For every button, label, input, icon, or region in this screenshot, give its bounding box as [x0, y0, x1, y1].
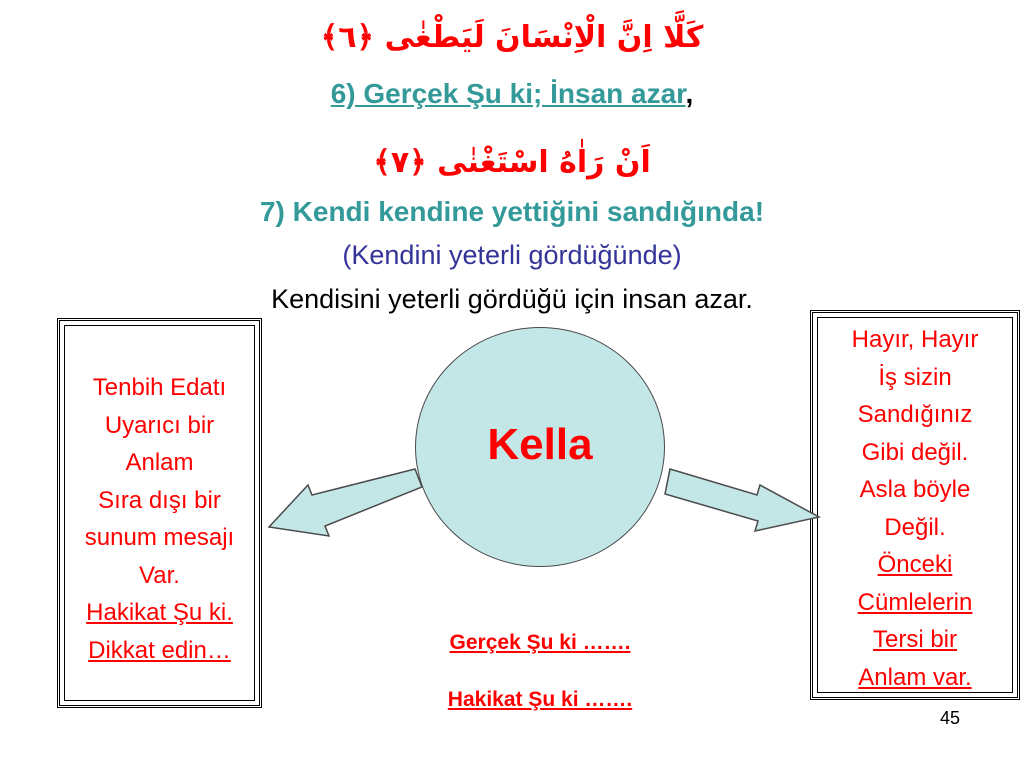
- right-box-line: Asla böyle: [859, 476, 971, 503]
- right-box-line: Önceki: [877, 551, 953, 578]
- explanation-text: Kendisini yeterli gördüğü için insan azar.: [271, 284, 753, 314]
- center-word: Kella: [487, 420, 593, 469]
- left-box-line: Dikkat edin…: [88, 636, 231, 664]
- left-box-line: Uyarıcı bir: [104, 411, 215, 439]
- left-box-line: Sıra dışı bir: [98, 486, 221, 514]
- right-box-line: Hayır, Hayır: [851, 326, 979, 353]
- right-box-line: Değil.: [884, 513, 946, 541]
- arrow-left-down-icon: [269, 469, 422, 536]
- arrow-right-down-icon: [665, 469, 819, 531]
- left-box-line: Tenbih Edatı: [92, 374, 227, 401]
- right-box-line: Gibi değil.: [861, 438, 969, 466]
- verse-6-text: 6) Gerçek Şu ki; İnsan azar: [330, 78, 686, 109]
- left-box-line: Anlam: [125, 449, 194, 476]
- arabic-verse-6: كَلَّا اِنَّ الْاِنْسَانَ لَيَطْغٰى ﴿٦﴾: [320, 20, 704, 55]
- left-box-line: Var.: [139, 561, 180, 589]
- page-number: 45: [939, 708, 961, 728]
- left-box-line: Hakikat Şu ki.: [86, 599, 233, 626]
- footer-line-2: Hakikat Şu ki …….: [447, 688, 633, 711]
- verse-6-punct: ,: [685, 78, 694, 109]
- arabic-verse-7: اَنْ رَاٰهُ اسْتَغْنٰى ﴿٧﴾: [373, 145, 651, 180]
- verse-7-translation: 7) Kendi kendine yettiğini sandığında!: [259, 196, 765, 227]
- right-box-line: Anlam var.: [858, 663, 972, 691]
- right-box-line: İş sizin: [878, 363, 952, 391]
- right-box-line: Tersi bir: [872, 626, 957, 653]
- verse-7-paraphrase: (Kendini yeterli gördüğünde): [342, 240, 682, 270]
- right-box-line: Cümlelerin: [857, 588, 973, 616]
- footer-line-1: Gerçek Şu ki …….: [449, 631, 631, 654]
- left-box-line: sunum mesajı: [84, 524, 235, 551]
- right-box-line: Sandığınız: [857, 401, 973, 428]
